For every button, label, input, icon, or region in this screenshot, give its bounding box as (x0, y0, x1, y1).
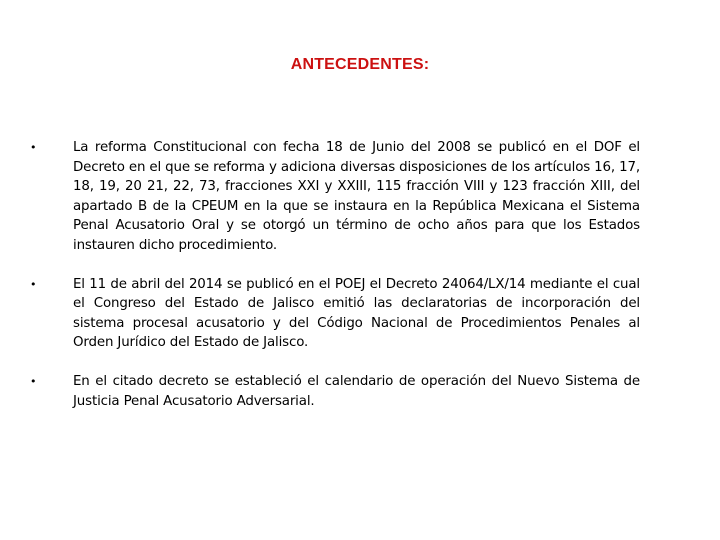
slide-title: ANTECEDENTES: (290, 56, 430, 73)
bullet-marker: • (30, 277, 37, 291)
bullet-marker: • (30, 141, 37, 154)
bullet-item-3 (30, 372, 640, 411)
bullet-list (30, 138, 640, 411)
bullet-text: En el citado decreto se estableció el calendario de operación del Nuevo Sistema de Justicia Penal Acusatorio Adversarial. (73, 373, 640, 409)
bullet-item-1 (30, 138, 640, 256)
bullet-item-2 (30, 275, 640, 353)
bullet-text: La reforma Constitucional con fecha 18 de Junio del 2008 se publicó en el DOF el Decreto en el que se reforma y adiciona diversas disposiciones de los artículos 16, 17, 18, 19, 20 21, 22, 73, fracciones XXI y XXIII, 115 fracción VIII y 123 fracción XIII, del apartado B de la CPEUM en la que se instaura en la República Mexicana el Sistema Penal Acusatorio Oral y se otorgó un término de ocho años para que los Estados instauren dicho procedimiento. (73, 140, 640, 253)
bullet-text: El 11 de abril del 2014 se publicó en el POEJ el Decreto 24064/LX/14 mediante el cual el Congreso del Estado de Jalisco emitió las declaratorias de incorporación del sistema procesal acusatorio y del Código Nacional de Procedimientos Penales al Orden Jurídico del Estado de Jalisco. (73, 276, 640, 351)
bullet-marker: • (30, 374, 37, 388)
